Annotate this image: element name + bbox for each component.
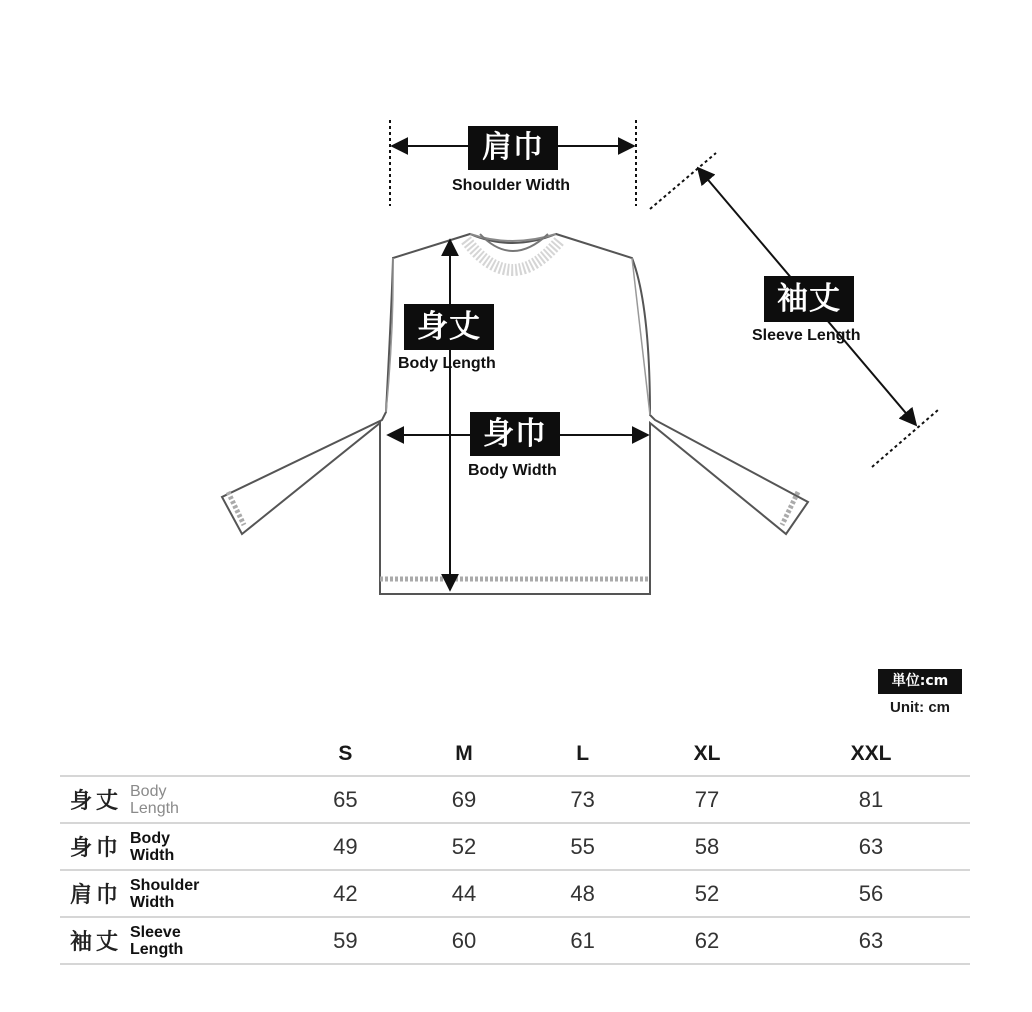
row-label-jp: 肩巾 xyxy=(69,883,122,908)
table-row xyxy=(60,917,970,964)
size-header-row xyxy=(60,733,970,776)
table-row xyxy=(60,870,970,917)
table-cell: 59 xyxy=(286,917,405,964)
row-label-en: Sleeve Length xyxy=(130,923,184,958)
table-cell: 58 xyxy=(642,823,772,870)
body-length-en-label: Body Length xyxy=(398,355,496,372)
size-table xyxy=(60,733,970,965)
table-cell: 69 xyxy=(405,776,524,823)
row-label xyxy=(60,870,286,917)
row-label-en: Body Length xyxy=(130,782,179,817)
unit-jp-badge: 単位:cm xyxy=(878,669,962,694)
unit-en-label: Unit: cm xyxy=(890,699,950,716)
table-cell: 55 xyxy=(523,823,642,870)
row-label xyxy=(60,917,286,964)
row-label-en: Shoulder Width xyxy=(130,876,200,911)
shoulder-width-jp-label: 肩巾 xyxy=(468,126,558,170)
table-cell: 65 xyxy=(286,776,405,823)
size-header: XL xyxy=(693,742,721,765)
row-label-jp: 袖丈 xyxy=(69,930,122,955)
row-label-jp: 身丈 xyxy=(69,789,122,814)
table-cell: 49 xyxy=(286,823,405,870)
shoulder-width-en-label: Shoulder Width xyxy=(452,177,571,194)
table-cell: 52 xyxy=(405,823,524,870)
table-cell: 56 xyxy=(772,870,970,917)
row-label xyxy=(60,823,286,870)
size-header: M xyxy=(455,742,473,765)
sleeve-length-jp-label: 袖丈 xyxy=(764,276,854,322)
table-cell: 81 xyxy=(772,776,970,823)
body-width-jp-label: 身巾 xyxy=(470,412,560,456)
corner-cell xyxy=(60,733,286,776)
table-cell: 73 xyxy=(523,776,642,823)
table-cell: 63 xyxy=(772,823,970,870)
size-header: S xyxy=(338,742,353,765)
table-cell: 44 xyxy=(405,870,524,917)
body-width-en-label: Body Width xyxy=(468,462,557,479)
table-cell: 48 xyxy=(523,870,642,917)
table-cell: 60 xyxy=(405,917,524,964)
table-row xyxy=(60,823,970,870)
table-cell: 77 xyxy=(642,776,772,823)
row-label xyxy=(60,776,286,823)
table-cell: 52 xyxy=(642,870,772,917)
table-cell: 61 xyxy=(523,917,642,964)
row-label-jp: 身巾 xyxy=(69,836,122,861)
sleeve-length-en-label: Sleeve Length xyxy=(752,327,861,344)
table-row xyxy=(60,776,970,823)
table-cell: 42 xyxy=(286,870,405,917)
size-header: XXL xyxy=(850,742,892,765)
table-cell: 62 xyxy=(642,917,772,964)
body-length-jp-label: 身丈 xyxy=(404,304,494,350)
table-cell: 63 xyxy=(772,917,970,964)
row-label-en: Body Width xyxy=(130,829,175,864)
size-header: L xyxy=(576,742,590,765)
